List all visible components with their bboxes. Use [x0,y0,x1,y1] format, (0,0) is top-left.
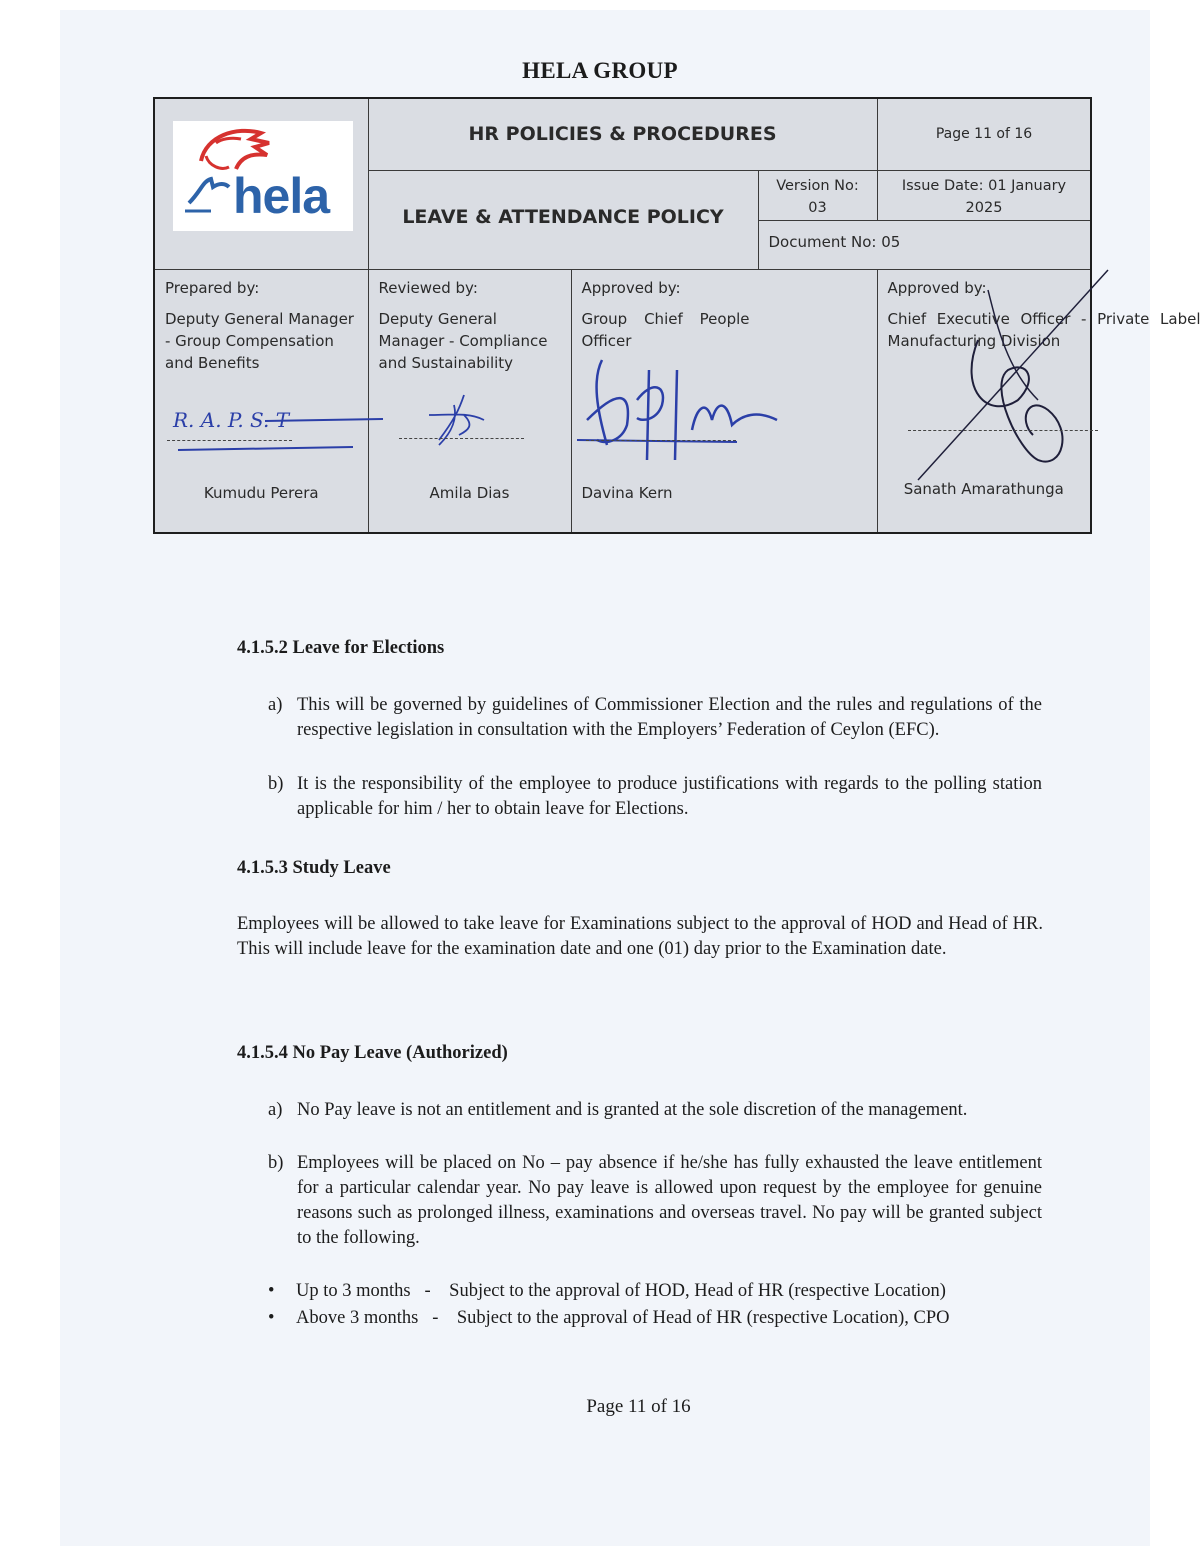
signature-image [577,350,797,470]
signature-line [167,440,292,441]
section-heading-study: 4.1.5.3 Study Leave [237,858,391,878]
document-header-table [153,97,1200,534]
section-title: HR POLICIES & PROCEDURES [368,98,877,170]
list-item-label: b) [268,1153,284,1173]
issue-date-value: 2025 [965,199,1003,216]
signatory-approved-ceo [877,269,1200,533]
list-item-text: It is the responsibility of the employee to produce justifications with regards to the polling station applicable for him / her to obtain leave for Elections. [297,774,1042,819]
bullet-icon: • [268,1308,275,1328]
signature-image [173,405,373,455]
signatory-role: Deputy General Manager - Compliance and Sustainability [378,309,548,372]
policy-title: LEAVE & ATTENDANCE POLICY [402,205,724,228]
bullet-icon: • [268,1281,275,1301]
logo-cell [154,98,368,269]
bullet-separator: - [424,1281,431,1301]
signatory-name: Davina Kern [581,483,673,502]
page-footer: Page 11 of 16 [586,1396,691,1417]
signatory-approved-cpo [571,269,877,533]
signature-text: R. A. P. S. T [173,407,290,432]
signatory-role: Group Chief People Officer [581,309,750,350]
signatory-name: Sanath Amarathunga [903,479,1064,498]
signatory-label: Prepared by: [165,278,260,297]
policy-cell [368,170,758,269]
bullet-text: Subject to the approval of Head of HR (respective Location), CPO [456,1308,950,1328]
bullet-text: Subject to the approval of HOD, Head of HR (respective Location) [449,1281,946,1301]
list-item-label: a) [268,1100,283,1120]
signature-line [399,438,524,439]
hela-logo [173,121,353,231]
signature-line [908,430,1098,431]
version-value: 03 [808,199,827,216]
signature-image [898,270,1118,510]
signatory-name: Amila Dias [429,483,510,502]
bullet-period: Above 3 months [296,1308,419,1328]
company-name: HELA GROUP [522,58,678,83]
signatory-role: Deputy General Manager - Group Compensation and Benefits [165,309,354,372]
signatory-label: Reviewed by: [378,278,478,297]
signatory-prepared [154,269,368,533]
signatory-label: Approved by: [581,278,681,297]
bullet-item [268,1279,946,1304]
study-leave-text: Employees will be allowed to take leave for Examinations subject to the approval of HOD and Head of HR. This will include leave for the examination date and one (01) day prior to the Examination date. [237,914,1043,959]
document-number: Document No: 05 [758,220,1091,269]
list-item-text: This will be governed by guidelines of Commissioner Election and the rules and regulations of the respective legislation in consultation with the Employers’ Federation of Ceylon (EFC). [297,695,1042,740]
version-label: Version No: [776,177,859,194]
list-item-text: No Pay leave is not an entitlement and is granted at the sole discretion of the management. [297,1100,968,1120]
signatory-reviewed [368,269,571,533]
page-label: Page 11 of 16 [877,98,1091,170]
list-item-label: a) [268,695,283,715]
issue-date-cell [877,170,1091,220]
signature-image [409,390,499,450]
signature-line [586,440,736,441]
issue-date-label: Issue Date: 01 January [901,177,1067,194]
list-item-label: b) [268,774,284,794]
section-heading-elections: 4.1.5.2 Leave for Elections [237,638,445,658]
section-heading-nopay: 4.1.5.4 No Pay Leave (Authorized) [237,1043,508,1063]
signatory-name: Kumudu Perera [203,483,319,502]
bullet-period: Up to 3 months [296,1281,411,1301]
bullet-separator: - [432,1308,439,1328]
version-cell [758,170,877,220]
bullet-item [268,1306,950,1331]
logo-text: hela [233,168,330,224]
list-item-text: Employees will be placed on No – pay absence if he/she has fully exhausted the leave entitlement for a particular calendar year. No pay leave is allowed upon request by the employee for genuine reasons such as prolonged illness, examinations and overseas travel. No pay will be granted subject to the following. [297,1153,1042,1248]
signatory-role: Chief Executive Officer - Private Label Manufacturing Division [887,309,1200,350]
signatory-label: Approved by: [887,278,987,297]
